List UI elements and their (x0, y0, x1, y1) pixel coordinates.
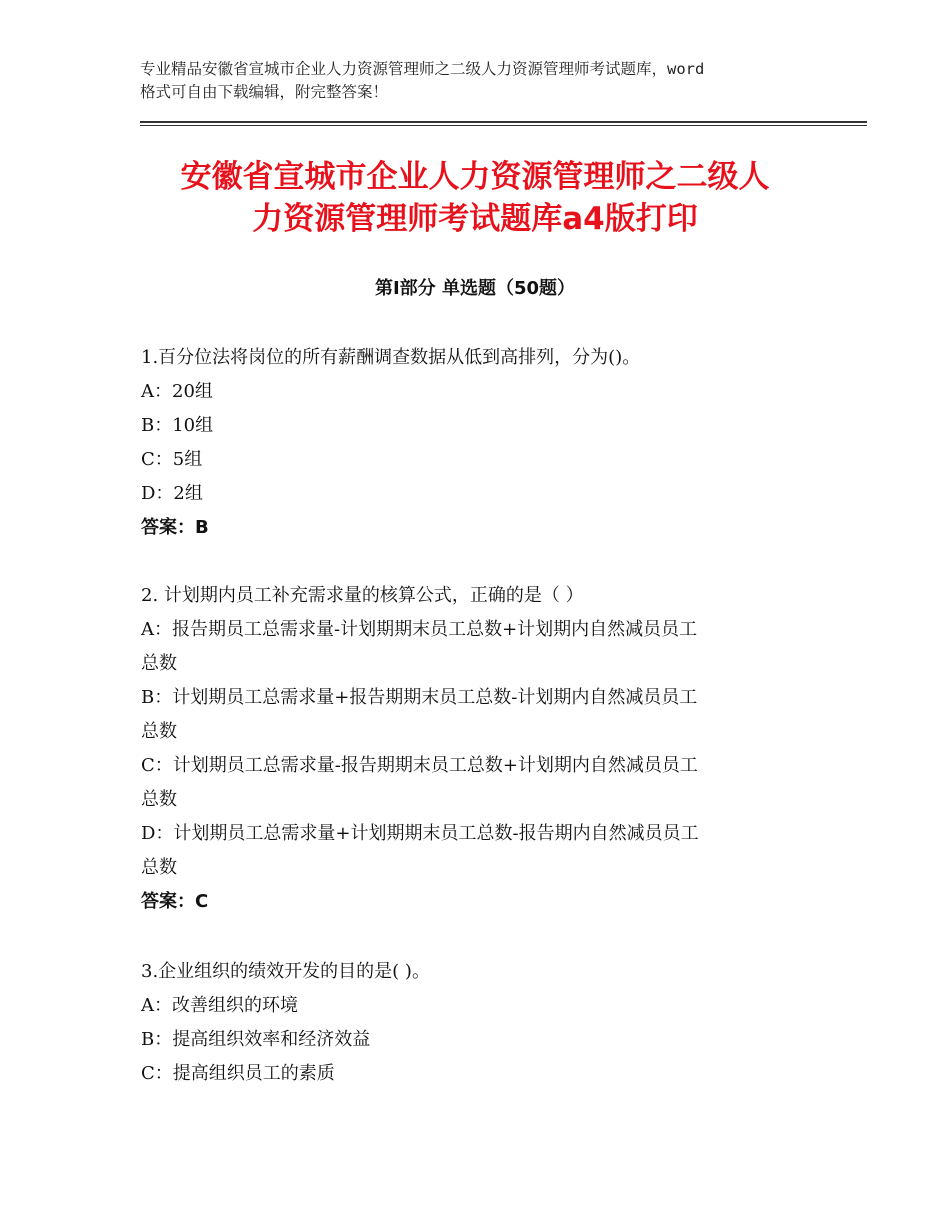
option-d-continued: 总数 (141, 857, 177, 878)
question-2 (141, 579, 811, 919)
answer-label: 答案：B (141, 517, 209, 538)
header-note-line: 专业精品安徽省宣城市企业人力资源管理师之二级人力资源管理师考试题库，word (140, 60, 705, 78)
option-b: B：提高组织效率和经济效益 (141, 1029, 371, 1050)
header-divider (140, 121, 867, 123)
document-title (120, 156, 830, 240)
document-title-line: 力资源管理师考试题库a4版打印 (252, 201, 698, 237)
question-stem: 3.企业组织的绩效开发的目的是( )。 (141, 961, 430, 982)
option-b: B：计划期员工总需求量+报告期期末员工总数-计划期内自然减员员工 (141, 687, 698, 708)
document-title-line: 安徽省宣城市企业人力资源管理师之二级人 (180, 159, 770, 195)
option-d: D：2组 (141, 483, 203, 504)
option-a: A：报告期员工总需求量-计划期期末员工总数+计划期内自然减员员工 (141, 619, 698, 640)
option-c: C：5组 (141, 449, 203, 470)
header-note-line: 格式可自由下载编辑，附完整答案！ (140, 83, 389, 101)
header-note (140, 58, 820, 104)
question-3 (141, 955, 811, 1091)
option-c-continued: 总数 (141, 789, 177, 810)
option-a: A：20组 (141, 381, 213, 402)
option-a: A：改善组织的环境 (141, 995, 298, 1016)
option-c: C：提高组织员工的素质 (141, 1063, 335, 1084)
option-b-continued: 总数 (141, 721, 177, 742)
header-divider (140, 125, 867, 126)
question-stem: 1.百分位法将岗位的所有薪酬调查数据从低到高排列，分为()。 (141, 347, 641, 368)
question-1 (141, 341, 811, 545)
question-stem: 2. 计划期内员工补充需求量的核算公式，正确的是（ ） (141, 585, 584, 606)
option-a-continued: 总数 (141, 653, 177, 674)
option-b: B：10组 (141, 415, 214, 436)
option-c: C：计划期员工总需求量-报告期期末员工总数+计划期内自然减员员工 (141, 755, 698, 776)
section-title: 第Ⅰ部分 单选题（50题） (374, 278, 575, 299)
option-d: D：计划期员工总需求量+计划期期末员工总数-报告期内自然减员员工 (141, 823, 699, 844)
answer-label: 答案：C (141, 891, 209, 912)
